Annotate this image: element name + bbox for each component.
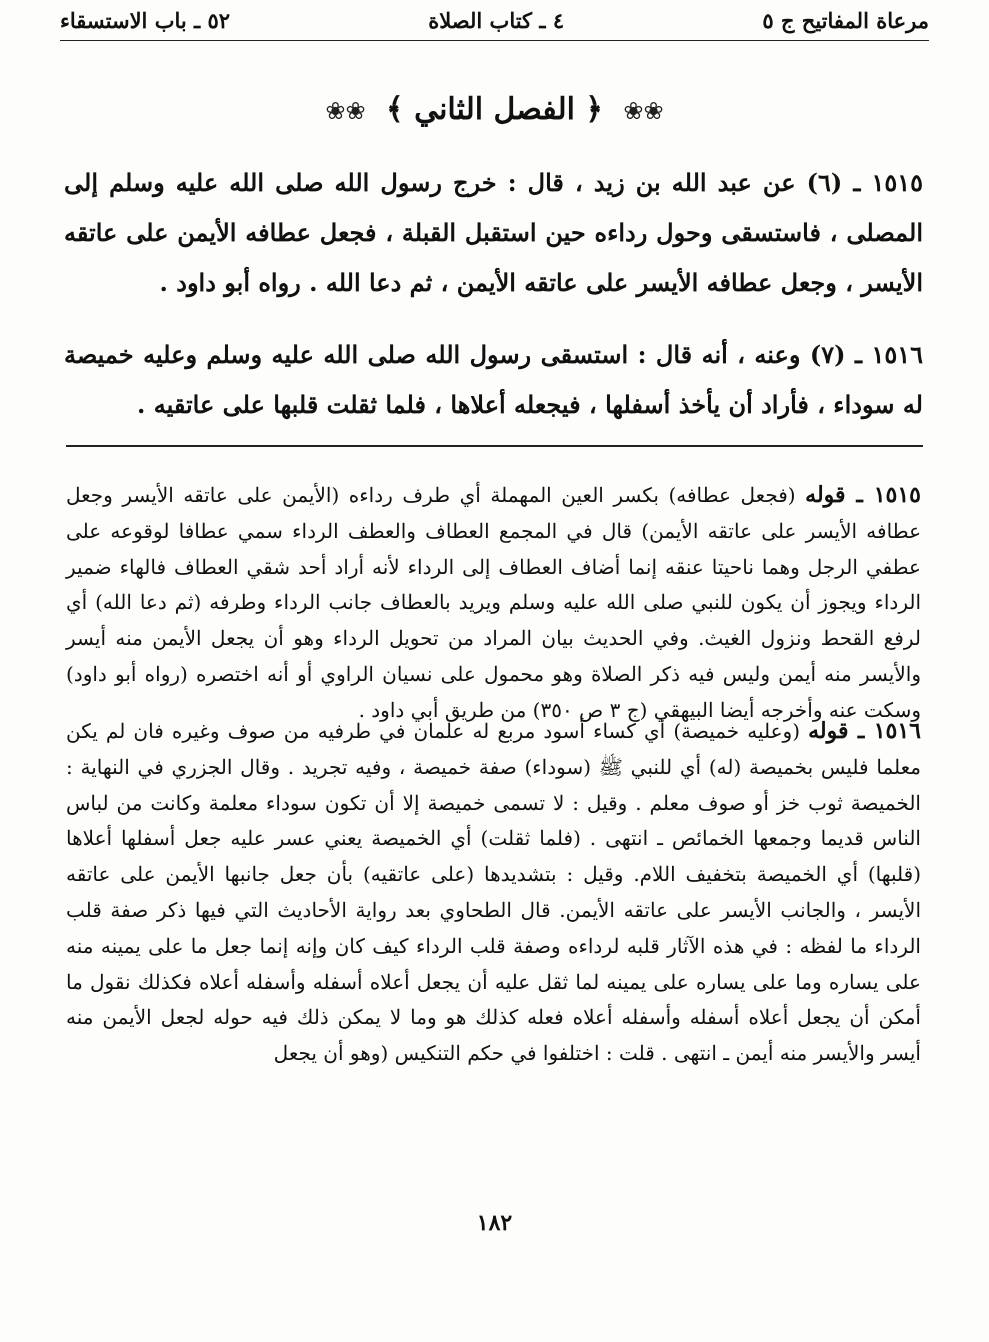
hadith-text: عن عبد الله بن زيد ، قال : خرج رسول الله صلى الله عليه وسلم إلى المصلى ، فاستسقى وحول رداءه حين استقبل القبلة ، فجعل عطافه الأيمن على عاتقه الأيسر ، وجعل عطافه الأيسر على عاتقه الأيمن ، ثم دعا الله . رواه أبو داود . (64, 168, 923, 297)
running-header (60, 6, 929, 34)
hadith-text: وعنه ، أنه قال : استسقى رسول الله صلى الله عليه وسلم وعليه خميصة له سوداء ، فأراد أن يأخذ أسفلها ، فيجعله أعلاها ، فلما ثقلت قلبها على عاتقيه . (64, 340, 923, 419)
page-number: ١٨٢ (476, 1210, 513, 1236)
chapter-heading: ❀❀ ﴿ الفصل الثاني ﴾ ❀❀ (325, 92, 664, 127)
section-divider (66, 445, 923, 447)
commentary-text: (فجعل عطافه) بكسر العين المهملة أي طرف رداءه (الأيمن على عاتقه الأيسر وجعل عطافه الأيسر على عاتقه الأيمن) قال في المجمع العطاف والعطف الرداء سمي عطافا لوقوعه على عطفي الرجل وهما ناحيتا عنقه إنما أضاف العطاف إلى الرداء لأنه أراد أحد شقي العطاف فالهاء ضمير الرداء ويجوز أن يكون للنبي صلى الله عليه وسلم ويريد بالعطاف جانب الرداء وطرفه (ثم دعا الله) أي لرفع القحط ونزول الغيث. وفي الحديث بيان المراد من تحويل الرداء وهو أن يجعل الأيمن منه أيسر والأيسر منه أيمن وليس فيه ذكر الصلاة وهو محمول على نسيان الراوي أو أنه اختصره (رواه أبو داود) وسكت عنه وأخرجه أيضا البيهقي (ج ٣ ص ٣٥٠) من طريق أبي داود . (66, 483, 921, 722)
header-chapter: ٤ ـ كتاب الصلاة (428, 7, 565, 33)
header-book-title: مرعاة المفاتيح ج ٥ (762, 7, 929, 33)
chapter-heading-text: الفصل الثاني (414, 92, 575, 127)
hadith-1516 (64, 330, 923, 430)
commentary-lead: ١٥١٥ ـ قوله (805, 482, 921, 508)
hadith-number: ١٥١٥ ـ (٦) (806, 168, 924, 197)
commentary-text: (وعليه خميصة) أي كساء أسود مربع له علمان في طرفيه من صوف وغيره فان لم يكن معلما فليس بخميصة (له) أي للنبي ﷺ (سوداء) صفة خميصة ، وفيه تجريد . وقال الجزري في النهاية : الخميصة ثوب خز أو صوف معلم . وقيل : لا تسمى خميصة إلا أن تكون سوداء معلمة وكانت من لباس الناس قديما وجمعها الخمائص ـ انتهى . (فلما ثقلت) أي الخميصة يعني عسر عليه جعل أسفلها أعلاها (قلبها) أي الخميصة بتخفيف اللام. وقيل : بتشديدها (على عاتقيه) بأن جعل جانبها الأيمن على عاتقه الأيسر ، والجانب الأيسر على عاتقه الأيمن. قال الطحاوي بعد رواية الأحاديث التي فيها ذكر صفة قلب الرداء ما لفظه : في هذه الآثار قلبه لرداءه وصفة قلب الرداء كيف كان وإنه إنما جعل ما على يمينه منه على يساره وما على يساره على يمينه لما ثقل عليه أن يجعل أعلاه أسفله وأسفله أعلاه فكذلك نقول ما أمكن أن يجعل أعلاه أسفله وأسفله أعلاه فعله كذلك هو وما لا يمكن ذلك فيه حوله لجعل الأيمن منه أيسر والأيسر منه أيمن ـ انتهى . قلت : اختلفوا في حكم التنكيس (وهو أن يجعل (66, 719, 921, 1066)
ornament-icon: ❀❀ (325, 97, 366, 125)
header-rule (60, 40, 929, 41)
header-section: ٥٢ ـ باب الاستسقاء (60, 7, 231, 33)
commentary-1516 (66, 714, 921, 1072)
commentary-lead: ١٥١٦ ـ قوله (808, 718, 921, 744)
hadith-number: ١٥١٦ ـ (٧) (809, 340, 923, 369)
hadith-1515 (64, 158, 923, 308)
commentary-1515 (66, 478, 921, 729)
ornament-icon: ❀❀ (623, 97, 664, 125)
